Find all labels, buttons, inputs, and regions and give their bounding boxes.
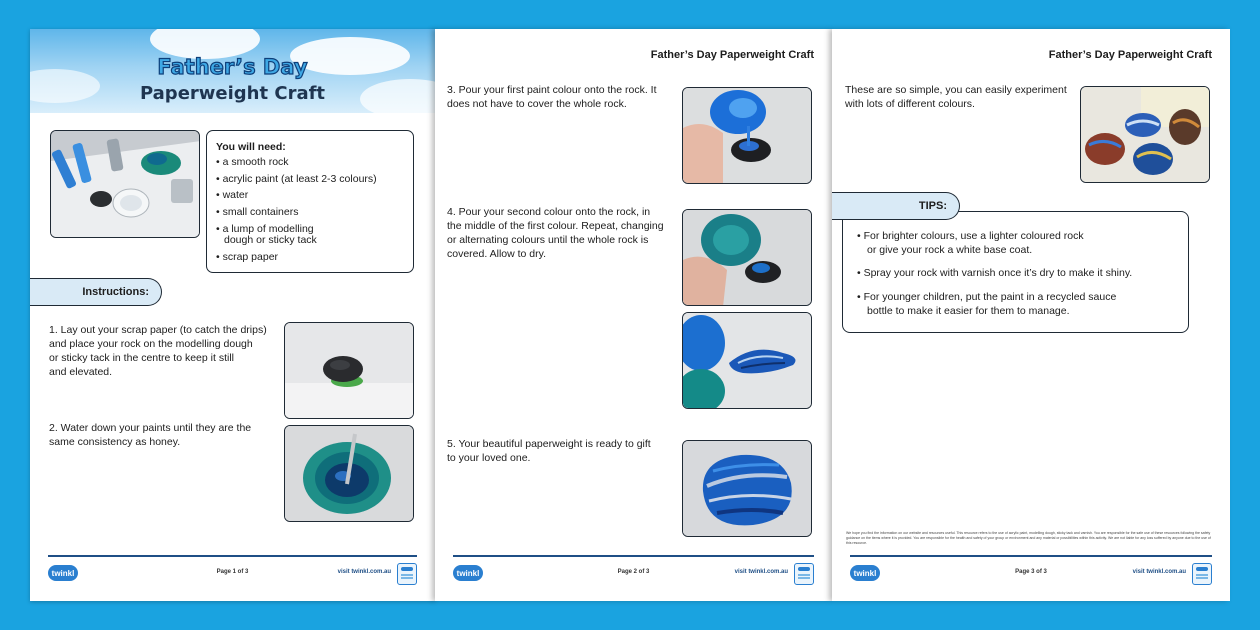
running-title: Father’s Day Paperweight Craft [650, 49, 814, 61]
step-4-photo-covered [682, 312, 812, 409]
step-4-line: the middle of the first colour. Repeat, changing [447, 220, 664, 232]
worksheet-page-1 [30, 29, 435, 601]
disclaimer-text: We hope you find the information on our website and resources useful. This resource refers to the use of acrylic paint, modelling dough, sticky tack and varnish. You are responsible for the safe use of these resources following the safety guidance on the items where it is provided. You are responsible for the health and safety of your group or environment and any material or possibilities within this activity. We are not liable for any loss suffered by anyone due to the use of this resource. [846, 531, 1211, 545]
step-1-line: or sticky tack in the centre to keep it still [49, 352, 234, 364]
tip-line: bottle to make it easier for them to manage. [867, 305, 1070, 317]
step-5-line: to your loved one. [447, 452, 531, 464]
twinkl-logo: twinkl [48, 565, 78, 581]
step-2-line: same consistency as honey. [49, 436, 181, 448]
page-subtitle: Paperweight Craft [139, 83, 326, 104]
visit-link[interactable]: visit twinkl.com.au [337, 569, 391, 575]
visit-link[interactable]: visit twinkl.com.au [1132, 569, 1186, 575]
step-4-line: covered. Allow to dry. [447, 248, 547, 260]
step-1-line: 1. Lay out your scrap paper (to catch the drips) [49, 324, 267, 336]
page-title: Father’s Day [157, 55, 308, 79]
page-footer [850, 563, 1212, 589]
worksheet-page-2 [435, 29, 832, 601]
step-2-photo [284, 425, 414, 522]
page-footer [453, 563, 814, 589]
step-3-line: does not have to cover the whole rock. [447, 98, 627, 110]
twinkl-logo: twinkl [850, 565, 880, 581]
tips-card [842, 211, 1189, 333]
finished-paperweight-photo [682, 440, 812, 537]
tip-line: or give your rock a white base coat. [867, 244, 1033, 256]
page-header-banner [30, 29, 435, 113]
materials-card [206, 130, 414, 273]
page-footer [48, 563, 417, 589]
step-4-photo-pouring [682, 209, 812, 306]
step-2-line: 2. Water down your paints until they are the [49, 422, 252, 434]
visit-link[interactable]: visit twinkl.com.au [734, 569, 788, 575]
step-1-line: and elevated. [49, 366, 113, 378]
step-1-photo [284, 322, 414, 419]
step-4-line: or alternating colours until the whole rock is [447, 234, 649, 246]
material-item: • a smooth rock [216, 156, 289, 168]
intro-line: These are so simple, you can easily experiment [845, 84, 1067, 96]
quality-badge-icon [397, 563, 417, 585]
step-3-line: 3. Pour your first paint colour onto the rock. It [447, 84, 657, 96]
footer-divider [48, 555, 417, 557]
tip-line: • For younger children, put the paint in a recycled sauce [857, 291, 1117, 303]
materials-heading: You will need: [216, 141, 286, 153]
tip-line: • Spray your rock with varnish once it’s dry to make it shiny. [857, 267, 1133, 279]
material-item-continued: dough or sticky tack [224, 234, 317, 246]
worksheet-page-3 [832, 29, 1230, 601]
quality-badge-icon [794, 563, 814, 585]
tip-line: • For brighter colours, use a lighter coloured rock [857, 230, 1084, 242]
footer-divider [850, 555, 1212, 557]
material-item: • a lump of modelling [216, 223, 314, 235]
step-1-line: and place your rock on the modelling dough [49, 338, 253, 350]
instructions-label: Instructions: [30, 278, 162, 306]
tips-label: TIPS: [832, 192, 960, 220]
running-title: Father’s Day Paperweight Craft [1048, 49, 1212, 61]
step-3-photo [682, 87, 812, 184]
page-number: Page 3 of 3 [1015, 569, 1047, 575]
materials-photo [50, 130, 200, 238]
step-4-line: 4. Pour your second colour onto the rock, in [447, 206, 651, 218]
page-number: Page 2 of 3 [617, 569, 650, 575]
twinkl-logo: twinkl [453, 565, 483, 581]
material-item: • scrap paper [216, 251, 279, 263]
step-5-line: 5. Your beautiful paperweight is ready to gift [447, 438, 651, 450]
intro-line: with lots of different colours. [845, 98, 975, 110]
material-item: • small containers [216, 206, 299, 218]
footer-divider [453, 555, 814, 557]
quality-badge-icon [1192, 563, 1212, 585]
material-item: • water [216, 189, 249, 201]
colourful-rocks-photo [1080, 86, 1210, 183]
material-item: • acrylic paint (at least 2-3 colours) [216, 173, 377, 185]
page-number: Page 1 of 3 [216, 569, 249, 575]
